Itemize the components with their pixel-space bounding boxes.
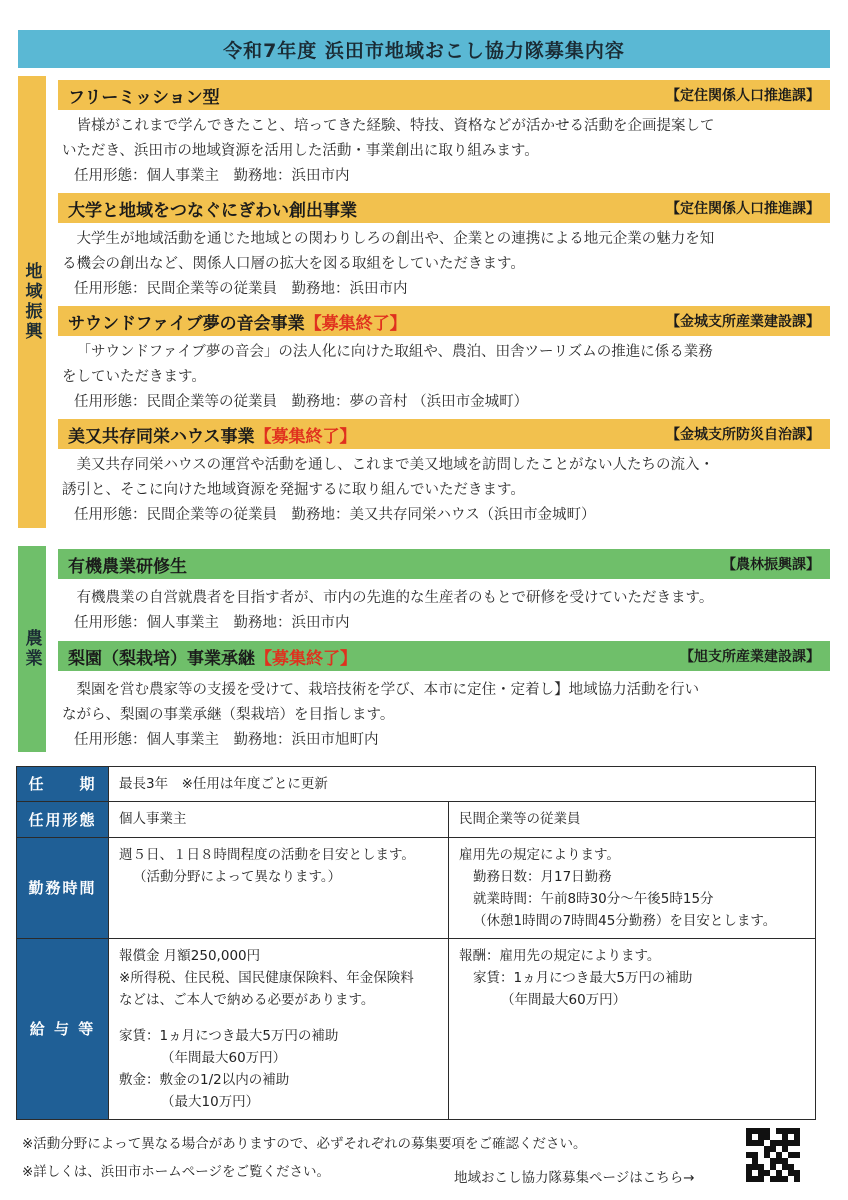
term-value: 最長3年 ※任用は年度ごとに更新 [109,767,816,802]
section-name: 有機農業研修生 [68,556,187,577]
section-header [58,419,830,449]
qr-code[interactable] [746,1128,800,1182]
employment-condition: 任用形態：民間企業等の従業員 勤務地：浜田市内 [74,281,408,297]
footnote-confirm: ※活動分野によって異なる場合がありますので、必ずそれぞれの募集要項をご確認ください。 [22,1136,587,1152]
term-label: 任 期 [17,767,109,802]
section-body: 「サウンドファイブ夢の音会」の法人化に向けた取組や、農泊、田舎ツーリズムの推進に係る業務 をしていただきます。 任用形態：民間企業等の従業員 勤務地：夢の音村 （浜田市金城町） [62,340,830,415]
section-body: 有機農業の自営就農者を目指す者が、市内の先進的な生産者のもとで研修を受けていただきます。 任用形態：個人事業主 勤務地：浜田市内 [62,586,830,636]
closed-badge: 【募集終了】 [255,648,357,669]
pay-employee: 報酬：雇用先の規定によります。 家賃：1ヵ月につき最大5万円の補助 （年間最大60万円） [449,939,816,1120]
employment-condition: 任用形態：民間企業等の従業員 勤務地：夢の音村 （浜田市金城町） [74,394,529,410]
section-header [58,641,830,671]
term-row [17,767,816,802]
section-name: 梨園（梨栽培）事業承継 [68,648,255,669]
side-label-regional: 地域振興 [18,76,46,528]
department-label: 【金城支所産業建設課】 [666,314,820,330]
closed-badge: 【募集終了】 [254,426,357,447]
section-header [58,80,830,110]
side-label-agriculture: 農業 [18,546,46,752]
section-body: 梨園を営む農家等の支援を受けて、栽培技術を学び、本市に定住・定着し】地域協力活動を行い ながら、梨園の事業承継（梨栽培）を目指します。 任用形態：個人事業主 勤務地：浜田市旭町内 [62,678,830,753]
type-individual: 個人事業主 [109,802,449,838]
section-name: サウンドファイブ夢の音会事業 [68,313,305,334]
pay-row [17,939,816,1120]
employment-condition: 任用形態：個人事業主 勤務地：浜田市内 [74,168,350,184]
employment-condition: 任用形態：民間企業等の従業員 勤務地：美又共存同栄ハウス（浜田市金城町） [74,507,596,523]
section-header [58,549,830,579]
hours-label: 勤務時間 [17,838,109,939]
pay-individual: 報償金 月額250,000円 ※所得税、住民税、国民健康保険料、年金保険料 などは、ご本人で納める必要があります。 家賃：1ヵ月につき最大5万円の補助 （年間最大60万円） 敷金：敷金の1/2以内の補助 （最大10万円） [109,939,449,1120]
closed-badge: 【募集終了】 [304,313,407,334]
section-body: 大学生が地域活動を通じた地域との関わりしろの創出や、企業との連携による地元企業の魅力を知 る機会の創出など、関係人口層の拡大を図る取組をしていただきます。 任用形態：民間企業等の従業員 勤務地：浜田市内 [62,227,830,302]
employment-condition: 任用形態：個人事業主 勤務地：浜田市旭町内 [74,732,379,748]
conditions-table [16,766,816,1120]
pay-label: 給 与 等 [17,939,109,1120]
type-label: 任用形態 [17,802,109,838]
section-name: 美又共存同栄ハウス事業 [68,426,255,447]
page-title: 令和7年度 浜田市地域おこし協力隊募集内容 [18,30,830,68]
department-label: 【農林振興課】 [722,557,820,573]
section-body: 皆様がこれまで学んできたこと、培ってきた経験、特技、資格などが活かせる活動を企画提案して いただき、浜田市の地域資源を活用した活動・事業創出に取り組みます。 任用形態：個人事業主 勤務地：浜田市内 [62,114,830,189]
section-name: 大学と地域をつなぐにぎわい創出事業 [68,200,357,221]
recruitment-page-link[interactable]: 地域おこし協力隊募集ページはこちら→ [454,1170,695,1186]
department-label: 【定住関係人口推進課】 [666,88,820,104]
section-name: フリーミッション型 [68,87,220,108]
type-row [17,802,816,838]
employment-condition: 任用形態：個人事業主 勤務地：浜田市内 [74,615,350,631]
footnote-homepage: ※詳しくは、浜田市ホームページをご覧ください。 [22,1164,331,1180]
type-employee: 民間企業等の従業員 [449,802,816,838]
hours-individual: 週５日、１日８時間程度の活動を目安とします。 （活動分野によって異なります。） [109,838,449,939]
section-header [58,306,830,336]
department-label: 【定住関係人口推進課】 [666,201,820,217]
department-label: 【旭支所産業建設課】 [680,649,820,665]
section-body: 美又共存同栄ハウスの運営や活動を通し、これまで美又地域を訪問したことがない人たちの流入・ 誘引と、そこに向けた地域資源を発掘するに取り組んでいただきます。 任用形態：民間企業等の従業員 勤務地：美又共存同栄ハウス（浜田市金城町） [62,453,830,528]
hours-employee: 雇用先の規定によります。 勤務日数：月17日勤務 就業時間：午前8時30分～午後5時15分 （休憩1時間の7時間45分勤務）を目安とします。 [449,838,816,939]
section-header [58,193,830,223]
hours-row [17,838,816,939]
department-label: 【金城支所防災自治課】 [666,427,820,443]
